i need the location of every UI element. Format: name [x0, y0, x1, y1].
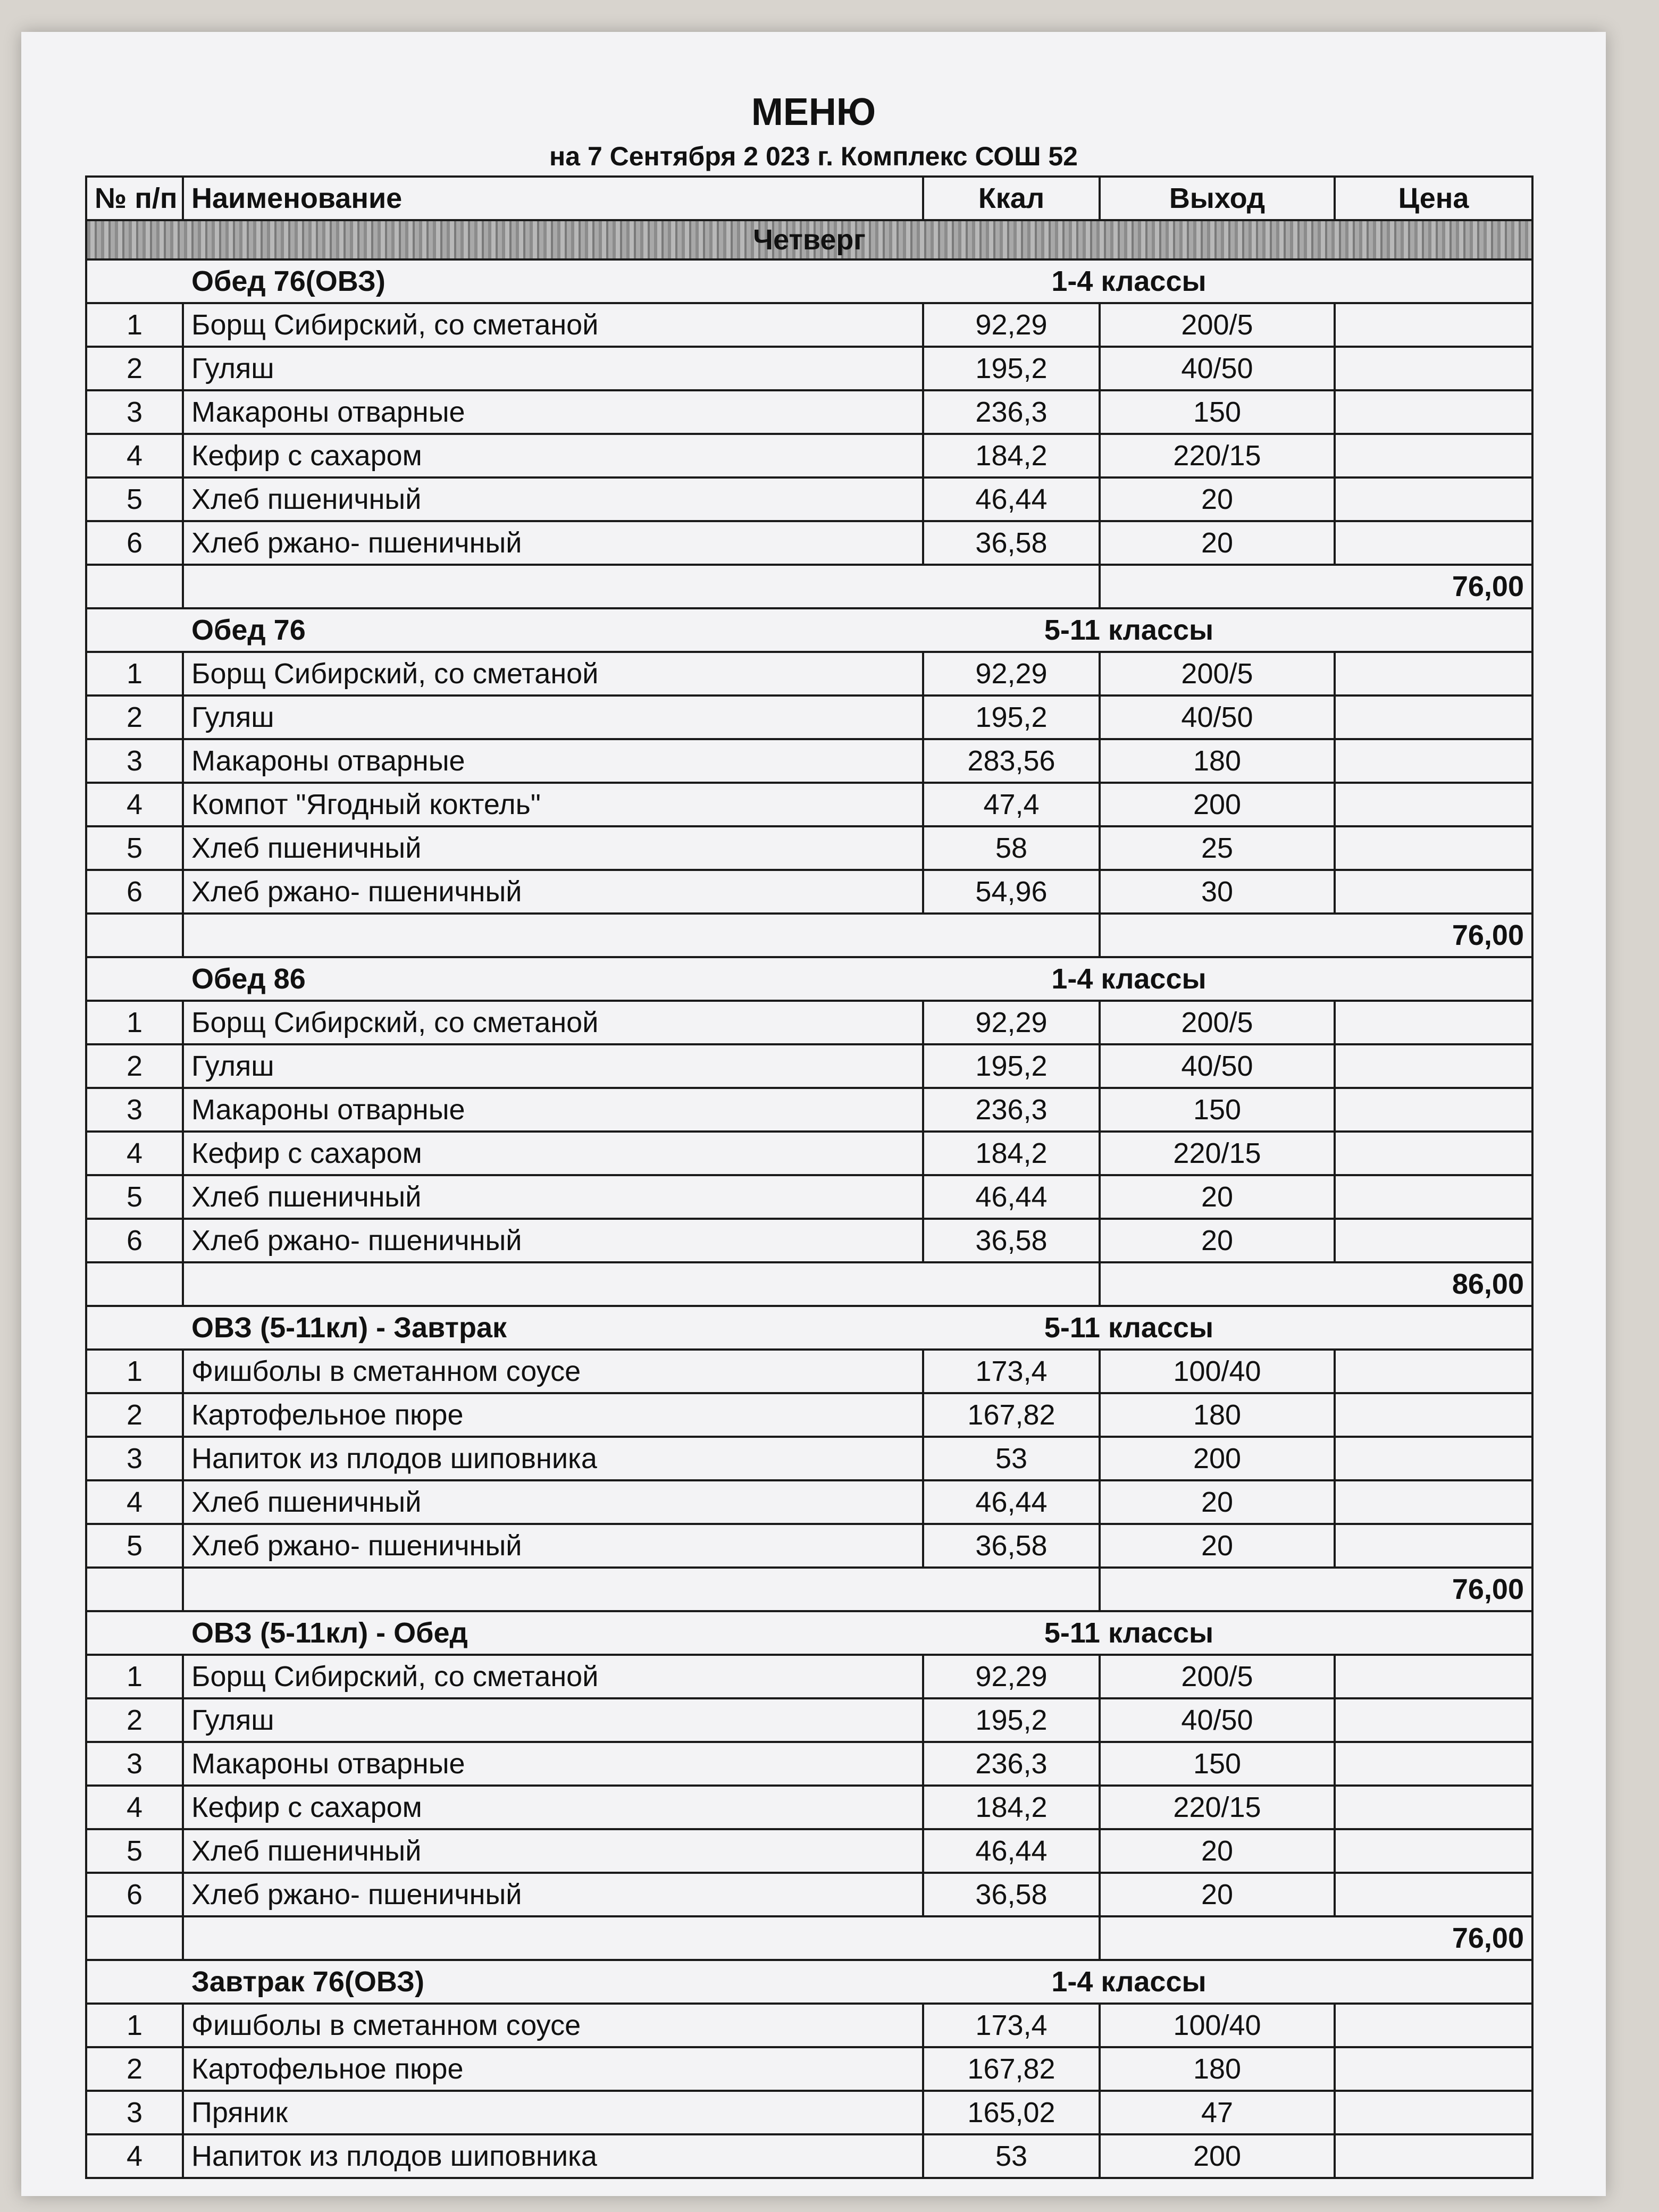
item-price [1335, 1088, 1532, 1132]
section-header-row [86, 957, 1532, 1001]
item-output: 40/50 [1100, 347, 1335, 390]
section-num-cell [86, 608, 183, 652]
item-output: 220/15 [1100, 1786, 1335, 1829]
item-name: Хлеб пшеничный [183, 1175, 923, 1219]
section-price-cell [1335, 1960, 1532, 2004]
item-kcal: 236,3 [923, 390, 1100, 434]
section-num-cell [86, 1611, 183, 1655]
table-row [86, 1132, 1532, 1175]
item-num: 4 [86, 1132, 183, 1175]
item-price [1335, 739, 1532, 783]
item-name: Макароны отварные [183, 1088, 923, 1132]
table-row [86, 870, 1532, 914]
item-name: Борщ Сибирский, со сметаной [183, 1001, 923, 1044]
section-name: ОВЗ (5-11кл) - Завтрак [183, 1306, 923, 1350]
section-name: Обед 76(ОВЗ) [183, 259, 923, 303]
section-header-row [86, 259, 1532, 303]
menu-table [85, 175, 1534, 2179]
section-name: Завтрак 76(ОВЗ) [183, 1960, 923, 2004]
item-output: 200 [1100, 783, 1335, 826]
item-price [1335, 652, 1532, 696]
section-total-row [86, 1916, 1532, 1960]
item-num: 3 [86, 1088, 183, 1132]
item-name: Макароны отварные [183, 739, 923, 783]
item-kcal: 173,4 [923, 1350, 1100, 1393]
section-classes: 1-4 классы [923, 259, 1335, 303]
item-name: Хлеб пшеничный [183, 477, 923, 521]
item-num: 6 [86, 870, 183, 914]
total-blank-num [86, 1262, 183, 1306]
item-name: Хлеб ржано- пшеничный [183, 870, 923, 914]
section-name: Обед 76 [183, 608, 923, 652]
table-row [86, 347, 1532, 390]
item-output: 200 [1100, 1437, 1335, 1480]
section-header-row [86, 1960, 1532, 2004]
item-num: 1 [86, 2004, 183, 2047]
item-name: Макароны отварные [183, 1742, 923, 1786]
total-blank-num [86, 1916, 183, 1960]
table-row [86, 434, 1532, 477]
item-price [1335, 1001, 1532, 1044]
day-row [86, 220, 1532, 259]
total-blank-num [86, 914, 183, 957]
item-kcal: 195,2 [923, 347, 1100, 390]
section-header-row [86, 1306, 1532, 1350]
item-kcal: 184,2 [923, 1786, 1100, 1829]
item-price [1335, 2134, 1532, 2178]
item-output: 40/50 [1100, 1698, 1335, 1742]
table-row [86, 826, 1532, 870]
item-kcal: 92,29 [923, 1001, 1100, 1044]
item-kcal: 58 [923, 826, 1100, 870]
item-output: 20 [1100, 1219, 1335, 1262]
item-num: 4 [86, 1786, 183, 1829]
section-classes: 5-11 классы [923, 1306, 1335, 1350]
item-output: 20 [1100, 1873, 1335, 1916]
item-num: 3 [86, 390, 183, 434]
section-classes: 5-11 классы [923, 1611, 1335, 1655]
item-name: Хлеб пшеничный [183, 826, 923, 870]
total-blank-name [183, 565, 1100, 608]
item-price [1335, 696, 1532, 739]
header-price: Цена [1335, 177, 1532, 220]
table-row [86, 2134, 1532, 2178]
table-header-row [86, 177, 1532, 220]
section-price-cell [1335, 957, 1532, 1001]
item-output: 200/5 [1100, 1655, 1335, 1698]
item-name: Пряник [183, 2091, 923, 2134]
table-row [86, 1873, 1532, 1916]
item-num: 2 [86, 1393, 183, 1437]
item-output: 20 [1100, 1524, 1335, 1568]
item-price [1335, 390, 1532, 434]
item-name: Хлеб ржано- пшеничный [183, 1524, 923, 1568]
item-num: 1 [86, 303, 183, 347]
total-blank-name [183, 914, 1100, 957]
page-subtitle: на 7 Сентября 2 023 г. Комплекс СОШ 52 [549, 141, 1078, 171]
item-kcal: 36,58 [923, 1219, 1100, 1262]
item-name: Кефир с сахаром [183, 434, 923, 477]
total-blank-name [183, 1916, 1100, 1960]
table-row [86, 1698, 1532, 1742]
item-num: 1 [86, 1350, 183, 1393]
table-row [86, 303, 1532, 347]
item-output: 150 [1100, 1742, 1335, 1786]
table-row [86, 477, 1532, 521]
table-row [86, 521, 1532, 565]
item-kcal: 195,2 [923, 1044, 1100, 1088]
item-num: 5 [86, 477, 183, 521]
total-blank-num [86, 1568, 183, 1611]
item-price [1335, 347, 1532, 390]
page-title: МЕНЮ [751, 91, 876, 133]
item-price [1335, 434, 1532, 477]
item-output: 220/15 [1100, 1132, 1335, 1175]
paper-sheet [21, 32, 1606, 2196]
item-output: 40/50 [1100, 696, 1335, 739]
item-num: 2 [86, 2047, 183, 2091]
total-blank-name [183, 1262, 1100, 1306]
item-num: 6 [86, 521, 183, 565]
item-kcal: 165,02 [923, 2091, 1100, 2134]
item-price [1335, 1873, 1532, 1916]
item-kcal: 47,4 [923, 783, 1100, 826]
item-kcal: 283,56 [923, 739, 1100, 783]
section-total-row [86, 1568, 1532, 1611]
section-header-row [86, 608, 1532, 652]
item-num: 2 [86, 347, 183, 390]
table-row [86, 783, 1532, 826]
table-row [86, 1001, 1532, 1044]
section-price-cell [1335, 1611, 1532, 1655]
table-row [86, 1437, 1532, 1480]
item-price [1335, 783, 1532, 826]
table-row [86, 2047, 1532, 2091]
item-output: 20 [1100, 1175, 1335, 1219]
item-num: 4 [86, 434, 183, 477]
item-price [1335, 303, 1532, 347]
section-classes: 5-11 классы [923, 608, 1335, 652]
item-output: 20 [1100, 1480, 1335, 1524]
item-name: Кефир с сахаром [183, 1132, 923, 1175]
item-name: Фишболы в сметанном соусе [183, 2004, 923, 2047]
item-num: 2 [86, 1044, 183, 1088]
section-num-cell [86, 259, 183, 303]
item-kcal: 54,96 [923, 870, 1100, 914]
item-kcal: 173,4 [923, 2004, 1100, 2047]
item-num: 5 [86, 1524, 183, 1568]
section-num-cell [86, 1960, 183, 2004]
item-kcal: 46,44 [923, 1480, 1100, 1524]
item-output: 20 [1100, 477, 1335, 521]
item-num: 3 [86, 1437, 183, 1480]
item-output: 20 [1100, 1829, 1335, 1873]
table-row [86, 1655, 1532, 1698]
header-output: Выход [1100, 177, 1335, 220]
section-name: ОВЗ (5-11кл) - Обед [183, 1611, 923, 1655]
item-name: Макароны отварные [183, 390, 923, 434]
item-num: 5 [86, 1175, 183, 1219]
item-num: 4 [86, 1480, 183, 1524]
section-total: 76,00 [1100, 914, 1532, 957]
item-num: 1 [86, 1655, 183, 1698]
item-price [1335, 1786, 1532, 1829]
table-row [86, 652, 1532, 696]
item-output: 40/50 [1100, 1044, 1335, 1088]
table-row [86, 1524, 1532, 1568]
item-kcal: 92,29 [923, 652, 1100, 696]
day-label: Четверг [86, 220, 1532, 259]
item-output: 100/40 [1100, 1350, 1335, 1393]
item-name: Картофельное пюре [183, 2047, 923, 2091]
item-price [1335, 1829, 1532, 1873]
table-row [86, 1786, 1532, 1829]
item-output: 20 [1100, 521, 1335, 565]
section-total: 86,00 [1100, 1262, 1532, 1306]
item-kcal: 195,2 [923, 1698, 1100, 1742]
item-num: 5 [86, 826, 183, 870]
item-price [1335, 870, 1532, 914]
item-name: Фишболы в сметанном соусе [183, 1350, 923, 1393]
item-kcal: 46,44 [923, 1829, 1100, 1873]
section-total: 76,00 [1100, 1568, 1532, 1611]
table-row [86, 1393, 1532, 1437]
item-price [1335, 1524, 1532, 1568]
item-name: Напиток из плодов шиповника [183, 2134, 923, 2178]
table-row [86, 1088, 1532, 1132]
item-kcal: 36,58 [923, 1873, 1100, 1916]
item-output: 180 [1100, 1393, 1335, 1437]
section-total: 76,00 [1100, 1916, 1532, 1960]
item-num: 3 [86, 2091, 183, 2134]
item-output: 47 [1100, 2091, 1335, 2134]
item-num: 3 [86, 739, 183, 783]
table-row [86, 1044, 1532, 1088]
item-name: Хлеб ржано- пшеничный [183, 1873, 923, 1916]
item-name: Компот "Ягодный коктель" [183, 783, 923, 826]
section-total-row [86, 565, 1532, 608]
item-price [1335, 1044, 1532, 1088]
header-kcal: Ккал [923, 177, 1100, 220]
table-row [86, 696, 1532, 739]
item-name: Хлеб пшеничный [183, 1480, 923, 1524]
item-price [1335, 826, 1532, 870]
table-row [86, 390, 1532, 434]
table-row [86, 1829, 1532, 1873]
item-kcal: 195,2 [923, 696, 1100, 739]
item-name: Гуляш [183, 1698, 923, 1742]
item-price [1335, 1698, 1532, 1742]
item-num: 6 [86, 1873, 183, 1916]
item-name: Хлеб пшеничный [183, 1829, 923, 1873]
item-price [1335, 1393, 1532, 1437]
item-kcal: 184,2 [923, 1132, 1100, 1175]
item-kcal: 236,3 [923, 1088, 1100, 1132]
total-blank-num [86, 565, 183, 608]
item-output: 150 [1100, 1088, 1335, 1132]
item-output: 200/5 [1100, 303, 1335, 347]
item-kcal: 92,29 [923, 1655, 1100, 1698]
item-output: 25 [1100, 826, 1335, 870]
item-num: 1 [86, 652, 183, 696]
item-name: Борщ Сибирский, со сметаной [183, 303, 923, 347]
item-price [1335, 1175, 1532, 1219]
item-price [1335, 1742, 1532, 1786]
item-kcal: 53 [923, 2134, 1100, 2178]
item-name: Хлеб ржано- пшеничный [183, 521, 923, 565]
item-price [1335, 2004, 1532, 2047]
item-name: Гуляш [183, 1044, 923, 1088]
item-output: 200/5 [1100, 1001, 1335, 1044]
section-total-row [86, 1262, 1532, 1306]
item-name: Хлеб ржано- пшеничный [183, 1219, 923, 1262]
header-name: Наименование [183, 177, 923, 220]
item-name: Картофельное пюре [183, 1393, 923, 1437]
item-kcal: 236,3 [923, 1742, 1100, 1786]
item-kcal: 36,58 [923, 1524, 1100, 1568]
item-price [1335, 1655, 1532, 1698]
item-num: 2 [86, 1698, 183, 1742]
table-row [86, 2004, 1532, 2047]
section-name: Обед 86 [183, 957, 923, 1001]
section-header-row [86, 1611, 1532, 1655]
item-price [1335, 1219, 1532, 1262]
header-num: № п/п [86, 177, 183, 220]
section-classes: 1-4 классы [923, 957, 1335, 1001]
item-kcal: 46,44 [923, 477, 1100, 521]
section-price-cell [1335, 259, 1532, 303]
item-kcal: 184,2 [923, 434, 1100, 477]
item-kcal: 167,82 [923, 1393, 1100, 1437]
section-classes: 1-4 классы [923, 1960, 1335, 2004]
table-row [86, 2091, 1532, 2134]
item-kcal: 92,29 [923, 303, 1100, 347]
table-row [86, 1480, 1532, 1524]
item-num: 4 [86, 2134, 183, 2178]
item-kcal: 167,82 [923, 2047, 1100, 2091]
table-row [86, 1350, 1532, 1393]
item-price [1335, 1437, 1532, 1480]
item-num: 3 [86, 1742, 183, 1786]
item-kcal: 46,44 [923, 1175, 1100, 1219]
section-total: 76,00 [1100, 565, 1532, 608]
table-row [86, 1742, 1532, 1786]
item-name: Гуляш [183, 347, 923, 390]
item-name: Борщ Сибирский, со сметаной [183, 652, 923, 696]
table-row [86, 1219, 1532, 1262]
table-row [86, 739, 1532, 783]
item-output: 180 [1100, 2047, 1335, 2091]
item-output: 200 [1100, 2134, 1335, 2178]
item-output: 150 [1100, 390, 1335, 434]
item-output: 30 [1100, 870, 1335, 914]
item-output: 180 [1100, 739, 1335, 783]
item-output: 200/5 [1100, 652, 1335, 696]
item-price [1335, 1132, 1532, 1175]
item-output: 100/40 [1100, 2004, 1335, 2047]
section-num-cell [86, 957, 183, 1001]
item-price [1335, 2047, 1532, 2091]
item-name: Борщ Сибирский, со сметаной [183, 1655, 923, 1698]
item-price [1335, 1480, 1532, 1524]
section-total-row [86, 914, 1532, 957]
item-num: 5 [86, 1829, 183, 1873]
item-price [1335, 521, 1532, 565]
item-name: Гуляш [183, 696, 923, 739]
item-name: Напиток из плодов шиповника [183, 1437, 923, 1480]
item-num: 4 [86, 783, 183, 826]
table-row [86, 1175, 1532, 1219]
item-num: 1 [86, 1001, 183, 1044]
item-name: Кефир с сахаром [183, 1786, 923, 1829]
item-kcal: 36,58 [923, 521, 1100, 565]
total-blank-name [183, 1568, 1100, 1611]
item-price [1335, 1350, 1532, 1393]
section-num-cell [86, 1306, 183, 1350]
section-price-cell [1335, 1306, 1532, 1350]
item-kcal: 53 [923, 1437, 1100, 1480]
item-output: 220/15 [1100, 434, 1335, 477]
item-num: 2 [86, 696, 183, 739]
item-price [1335, 2091, 1532, 2134]
item-num: 6 [86, 1219, 183, 1262]
section-price-cell [1335, 608, 1532, 652]
item-price [1335, 477, 1532, 521]
